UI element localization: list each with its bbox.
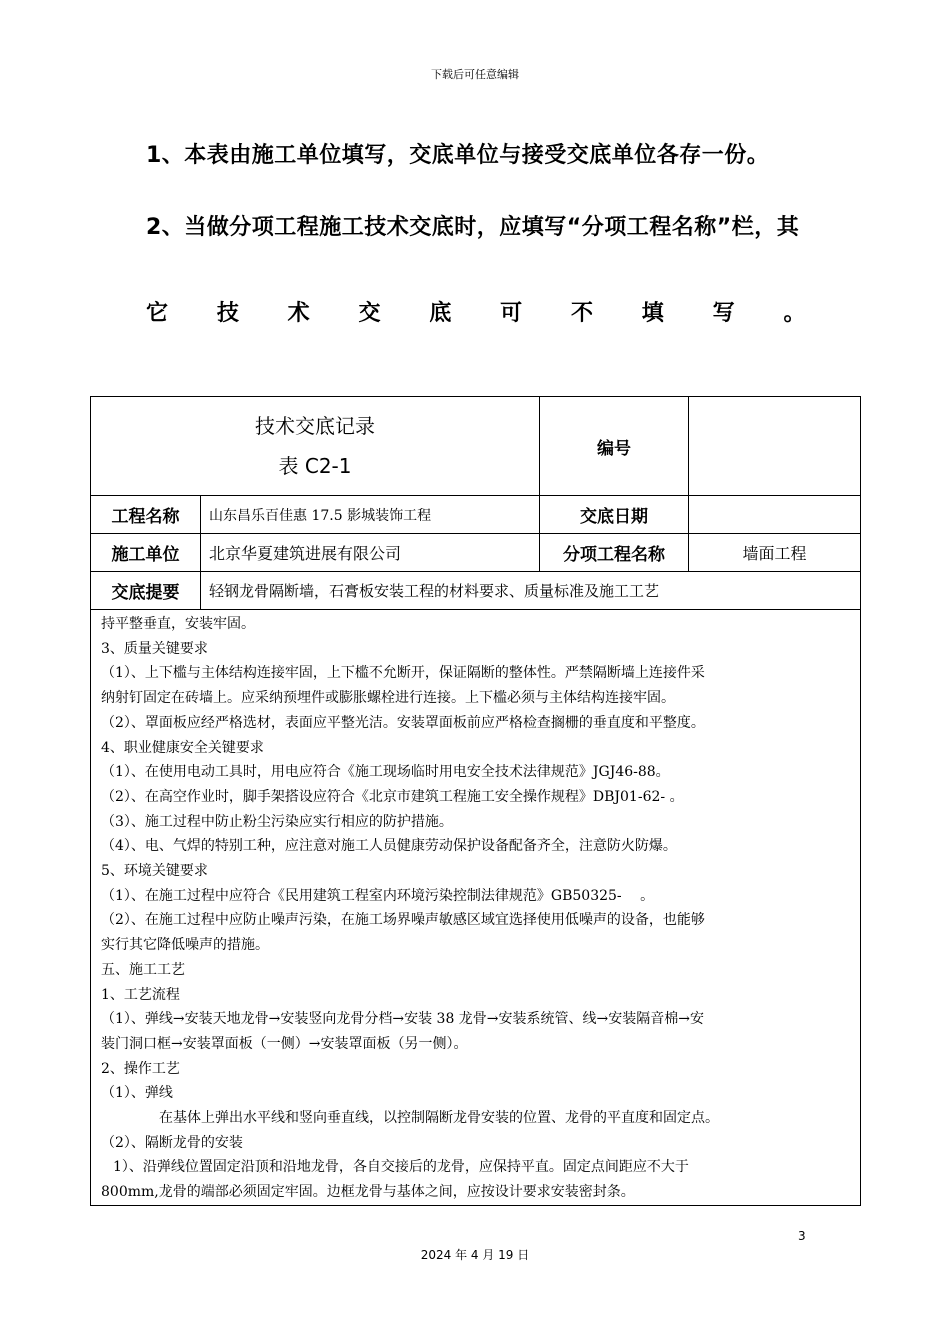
note-char: 不 bbox=[570, 301, 594, 326]
note-line-2: 2、当做分项工程施工技术交底时，应填写“分项工程名称”栏，其 bbox=[146, 215, 800, 240]
subproject-label: 分项工程名称 bbox=[540, 534, 689, 572]
number-value bbox=[689, 397, 861, 496]
note-char: 填 bbox=[641, 301, 665, 326]
record-title-cell bbox=[91, 397, 540, 496]
record-title: 技术交底记录 bbox=[255, 414, 375, 438]
page-number: 3 bbox=[798, 1229, 806, 1243]
note-char: 交 bbox=[358, 301, 381, 326]
content-line: （1）、弹线 bbox=[101, 1085, 173, 1102]
date-label: 交底日期 bbox=[540, 496, 689, 534]
note-char: 底 bbox=[429, 301, 452, 326]
disclosure-content bbox=[91, 610, 861, 1206]
content-line: 4、职业健康安全关键要求 bbox=[101, 739, 264, 756]
content-line: （1）、弹线→安装天地龙骨→安装竖向龙骨分档→安装 38 龙骨→安装系统管、线→安装隔音棉→安 bbox=[101, 1011, 705, 1028]
content-line: 持平整垂直，安装牢固。 bbox=[101, 616, 255, 632]
note-char: 技 bbox=[216, 301, 240, 326]
content-line: （1）、上下槛与主体结构连接牢固，上下槛不允断开，保证隔断的整体性。严禁隔断墙上连接件采 bbox=[101, 665, 705, 682]
note-char: 可 bbox=[500, 301, 523, 326]
note-char: 它 bbox=[146, 301, 169, 326]
note-line-1: 1、本表由施工单位填写，交底单位与接受交底单位各存一份。 bbox=[146, 143, 770, 168]
content-line: （1）、在使用电动工具时，用电应符合《施工现场临时用电安全技术法律规范》JGJ46-88。 bbox=[101, 764, 670, 781]
date-value bbox=[689, 496, 861, 534]
content-line: （2）、在施工过程中应防止噪声污染，在施工场界噪声敏感区域宜选择使用低噪声的设备，也能够 bbox=[101, 912, 705, 929]
form-number: 表 C2-1 bbox=[278, 454, 352, 478]
project-name-value: 山东昌乐百佳惠 17.5 影城装饰工程 bbox=[201, 496, 540, 534]
content-line: 800mm,龙骨的端部必须固定牢固。边框龙骨与基体之间，应按设计要求安装密封条。 bbox=[101, 1184, 635, 1201]
content-line: 2、操作工艺 bbox=[101, 1060, 180, 1077]
header-note: 下载后可任意编辑 bbox=[431, 68, 519, 81]
content-line: 实行其它降低噪声的措施。 bbox=[101, 937, 269, 954]
content-line: （2）、罩面板应经严格选材，表面应平整光洁。安装罩面板前应严格检查搁栅的垂直度和平整度。 bbox=[101, 714, 705, 731]
footer-date: 2024 年 4 月 19 日 bbox=[420, 1248, 530, 1262]
content-line: （3）、施工过程中防止粉尘污染应实行相应的防护措施。 bbox=[101, 813, 453, 830]
content-line: 纳射钉固定在砖墙上。应采纳预埋件或膨胀螺栓进行连接。上下槛必须与主体结构连接牢固。 bbox=[101, 690, 675, 707]
content-line: 3、质量关键要求 bbox=[101, 640, 208, 657]
note-char: 写 bbox=[712, 301, 736, 326]
content-line: 1、工艺流程 bbox=[101, 986, 180, 1003]
content-line: （2）、在高空作业时，脚手架搭设应符合《北京市建筑工程施工安全操作规程》DBJ01-62- 。 bbox=[101, 788, 684, 805]
content-line: 在基体上弹出水平线和竖向垂直线，以控制隔断龙骨安装的位置、龙骨的平直度和固定点。 bbox=[159, 1110, 719, 1127]
note-char: 。 bbox=[783, 301, 806, 326]
content-line: 5、环境关键要求 bbox=[101, 863, 208, 880]
summary-value: 轻钢龙骨隔断墙，石膏板安装工程的材料要求、质量标准及施工工艺 bbox=[201, 572, 861, 610]
note-line-3 bbox=[146, 296, 806, 327]
subproject-value: 墙面工程 bbox=[689, 534, 861, 572]
content-line: （2）、隔断龙骨的安装 bbox=[101, 1134, 243, 1151]
content-line: （1）、在施工过程中应符合《民用建筑工程室内环境污染控制法律规范》GB50325- 。 bbox=[101, 887, 655, 904]
content-line: 装门洞口框→安装罩面板（一侧）→安装罩面板（另一侧）。 bbox=[101, 1035, 468, 1052]
technical-disclosure-table bbox=[90, 396, 861, 1206]
number-label: 编号 bbox=[540, 397, 689, 496]
content-line: 五、施工工艺 bbox=[101, 961, 185, 978]
content-line: （4）、电、气焊的特别工种，应注意对施工人员健康劳动保护设备配备齐全，注意防火防爆。 bbox=[101, 838, 677, 855]
contractor-value: 北京华夏建筑进展有限公司 bbox=[201, 534, 540, 572]
summary-label: 交底提要 bbox=[91, 572, 201, 610]
contractor-label: 施工单位 bbox=[91, 534, 201, 572]
content-line: 1）、沿弹线位置固定沿顶和沿地龙骨，各自交接后的龙骨，应保持平直。固定点间距应不大于 bbox=[113, 1159, 689, 1176]
project-name-label: 工程名称 bbox=[91, 496, 201, 534]
note-char: 术 bbox=[287, 301, 311, 326]
